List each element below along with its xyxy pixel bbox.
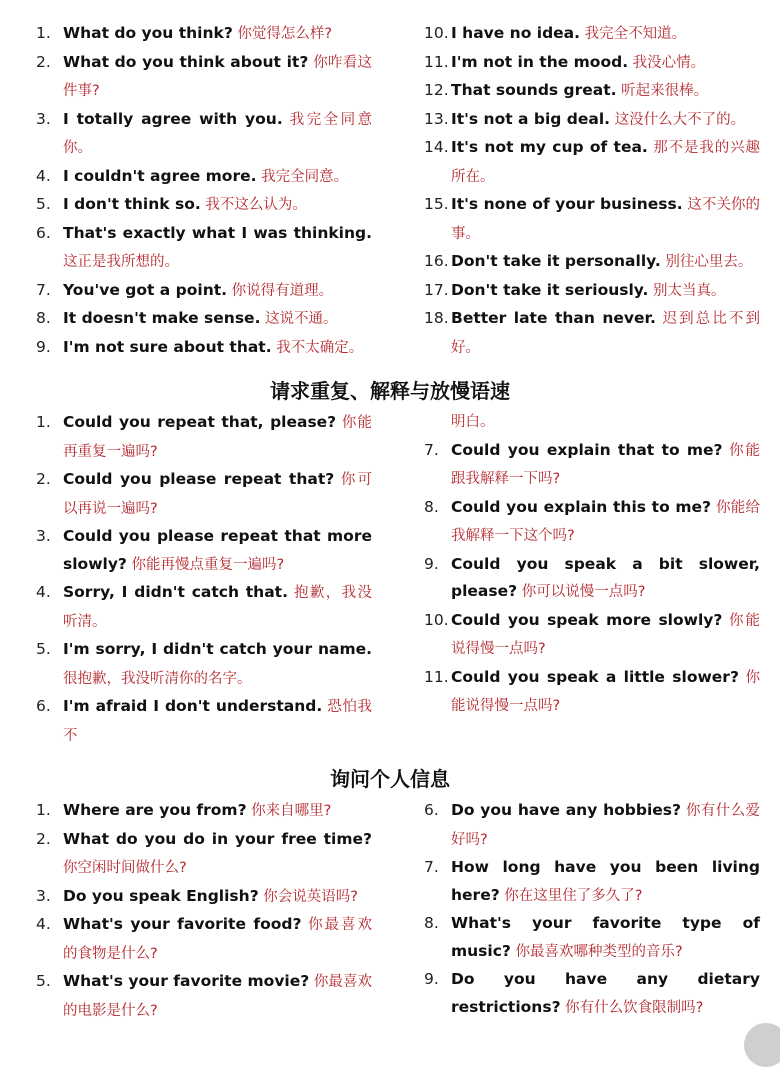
item-number: 11. [424, 52, 449, 71]
item-number: 9. [424, 970, 439, 988]
item-number: 7. [424, 440, 439, 459]
list-item [36, 797, 372, 826]
item-number: 4. [36, 166, 51, 185]
list-item [424, 551, 760, 607]
item-number: 6. [36, 223, 51, 242]
item-number: 11. [424, 667, 449, 686]
item-english: Could you speak a little slower? [451, 667, 739, 686]
list-item [424, 607, 760, 664]
item-english: What do you think? [63, 24, 233, 42]
item-number: 5. [36, 640, 51, 658]
section3-right-column [424, 797, 760, 1022]
item-number: 10. [424, 610, 449, 629]
item-number: 2. [36, 52, 51, 71]
item-english: Could you repeat that, please? [63, 413, 337, 431]
item-chinese: 你觉得怎么样? [232, 26, 333, 42]
section3-left-column [36, 797, 372, 1025]
item-chinese: 你能再慢点重复一遍吗? [126, 556, 285, 573]
item-number: 15. [424, 195, 449, 213]
item-chinese: 你最喜欢哪种类型的音乐? [510, 943, 683, 960]
item-english: Do you have any hobbies? [451, 801, 682, 819]
item-number: 4. [36, 915, 51, 933]
section1-right-column [424, 20, 760, 362]
list-item [424, 106, 760, 135]
item-english: Could you please repeat that more slowly? [63, 527, 372, 573]
item-english: How long have you been living here? [451, 858, 760, 904]
item-chinese: 你会说英语吗? [258, 888, 358, 905]
item-number: 8. [424, 497, 439, 516]
scroll-indicator[interactable] [744, 1023, 780, 1067]
item-chinese: 很抱歉，我没听清你的名字。 [63, 670, 252, 687]
item-english: I'm not in the mood. [451, 52, 629, 71]
item-english: It doesn't make sense. [63, 309, 261, 327]
list-item [36, 20, 372, 49]
item-number: 14. [424, 138, 449, 156]
list-item [424, 966, 760, 1022]
item-english: What do you think about it? [63, 52, 309, 71]
item-english: It's not my cup of tea. [451, 138, 648, 156]
list-item [36, 277, 372, 306]
item-english: Don't take it seriously. [451, 280, 649, 299]
item-number: 6. [424, 801, 439, 819]
item-english: Could you explain that to me? [451, 440, 723, 459]
item-english: Do you speak English? [63, 886, 259, 905]
list-item [424, 77, 760, 106]
item-number: 8. [424, 914, 439, 932]
item-chinese: 你有什么爱好吗? [451, 803, 760, 848]
item-english: I have no idea. [451, 24, 581, 42]
item-number: 5. [36, 972, 51, 990]
list-item [424, 437, 760, 494]
item-chinese: 我不这么认为。 [200, 197, 307, 213]
item-number: 9. [36, 337, 51, 356]
item-english: It's none of your business. [451, 195, 683, 213]
item-chinese: 你最喜欢的食物是什么? [63, 917, 372, 962]
list-item [36, 220, 372, 277]
item-chinese: 这说不通。 [260, 311, 338, 327]
item-chinese: 你能说得慢一点吗? [451, 669, 760, 714]
list-item [36, 334, 372, 363]
list-item [36, 826, 372, 883]
item-english: That's exactly what I was thinking. [63, 223, 372, 242]
item-english: I'm afraid I don't understand. [63, 697, 323, 715]
list-item [424, 664, 760, 721]
list-item [36, 883, 372, 912]
item-chinese: 我不太确定。 [271, 339, 364, 356]
item-number: 2. [36, 470, 51, 488]
section2-title: 请求重复、解释与放慢语速 [270, 379, 510, 403]
list-item [424, 910, 760, 966]
item-english: You've got a point. [63, 280, 228, 299]
item-number: 3. [36, 886, 51, 905]
list-item [36, 523, 372, 579]
item-english: What's your favorite type of music? [451, 914, 760, 960]
item-chinese: 你最喜欢的电影是什么? [63, 974, 372, 1019]
item-chinese: 你能再重复一遍吗? [63, 415, 372, 460]
item-number: 5. [36, 195, 51, 213]
item-number: 1. [36, 413, 51, 431]
item-chinese: 你来自哪里? [246, 803, 332, 819]
item-chinese: 你空闲时间做什么? [63, 860, 187, 876]
item-number: 7. [424, 858, 439, 876]
item-chinese: 你咋看这件事? [63, 54, 372, 99]
list-item [36, 49, 372, 106]
item-number: 3. [36, 527, 51, 545]
list-item [424, 277, 760, 306]
item-english: That sounds great. [451, 81, 617, 99]
item-english: Could you speak a bit slower, please? [451, 554, 760, 600]
item-english: Could you speak more slowly? [451, 610, 723, 629]
list-item [424, 305, 760, 362]
item-chinese: 这没什么大不了的。 [610, 111, 746, 128]
item-chinese: 那不是我的兴趣所在。 [451, 140, 761, 185]
item-chinese: 你可以说慢一点吗? [517, 584, 646, 600]
item-chinese: 抱歉，我没听清。 [63, 585, 373, 630]
list-item [36, 579, 372, 636]
section3-title: 询问个人信息 [330, 767, 450, 791]
item-english: Where are you from? [63, 801, 247, 819]
item-chinese: 你有什么饮食限制吗? [560, 999, 704, 1016]
item-english: I'm sorry, I didn't catch your name. [63, 640, 372, 658]
item-number: 1. [36, 24, 51, 42]
item-number: 18. [424, 309, 449, 327]
section2-right-column [424, 409, 760, 721]
list-item [36, 911, 372, 968]
item-english: Could you please repeat that? [63, 470, 335, 488]
item-number: 1. [36, 801, 51, 819]
list-item [424, 20, 760, 49]
item-number: 3. [36, 109, 51, 128]
list-item [36, 409, 372, 466]
item-number: 13. [424, 109, 449, 128]
section2-left-column [36, 409, 372, 750]
item-number: 17. [424, 280, 449, 299]
list-item [36, 163, 372, 192]
item-chinese: 听起来很棒。 [616, 83, 709, 99]
item-number: 16. [424, 252, 449, 270]
list-item [36, 106, 372, 163]
list-item [424, 854, 760, 910]
item-english: Don't take it personally. [451, 252, 661, 270]
item-chinese: 这正是我所想的。 [63, 254, 179, 270]
list-item [424, 248, 760, 277]
item-english: Could you explain this to me? [451, 497, 712, 516]
item-number: 4. [36, 583, 51, 601]
item-chinese: 你能说得慢一点吗? [451, 612, 761, 657]
list-item [424, 191, 760, 248]
item-chinese: 这不关你的事。 [451, 197, 761, 242]
list-item [36, 466, 372, 523]
item-english: It's not a big deal. [451, 109, 611, 128]
item-chinese: 你在这里住了多久了? [499, 887, 643, 904]
item-chinese: 你说得有道理。 [227, 282, 334, 299]
list-item [36, 693, 372, 750]
item-english: I couldn't agree more. [63, 166, 257, 185]
item-chinese: 恐怕我不 [63, 699, 372, 744]
item-chinese: 别往心里去。 [660, 254, 753, 270]
list-item [424, 494, 760, 551]
item-chinese: 你能给我解释一下这个吗? [451, 499, 761, 544]
item-chinese: 别太当真。 [648, 282, 726, 299]
item-english: What's your favorite food? [63, 915, 302, 933]
item-english: I'm not sure about that. [63, 337, 272, 356]
item-number: 6. [36, 697, 51, 715]
item-english: I don't think so. [63, 195, 201, 213]
list-item [424, 134, 760, 191]
section1-left-column [36, 20, 372, 362]
item-english: Do you have any dietary restrictions? [451, 970, 760, 1016]
item-english: Better late than never. [451, 309, 656, 327]
item-english: What's your favorite movie? [63, 972, 310, 990]
item-chinese: 你能跟我解释一下吗? [451, 442, 760, 487]
item-chinese-continuation: 明白。 [451, 414, 495, 430]
list-item [424, 797, 760, 854]
list-item [36, 636, 372, 693]
item-english: I totally agree with you. [63, 109, 283, 128]
list-item [36, 305, 372, 334]
item-english: What do you do in your free time? [63, 829, 372, 848]
item-english: Sorry, I didn't catch that. [63, 583, 288, 601]
list-item [36, 191, 372, 220]
item-chinese: 迟到总比不到好。 [451, 311, 761, 356]
item-number: 8. [36, 309, 51, 327]
item-chinese: 我完全同意。 [256, 168, 349, 185]
item-chinese: 我完全同意你。 [63, 111, 373, 156]
list-item [424, 49, 760, 78]
item-number: 2. [36, 829, 51, 848]
item-chinese: 你可以再说一遍吗? [63, 472, 372, 517]
item-chinese: 我完全不知道。 [580, 26, 687, 42]
list-item [36, 968, 372, 1025]
item-number: 9. [424, 554, 439, 573]
item-number: 10. [424, 24, 449, 42]
item-chinese: 我没心情。 [628, 54, 706, 71]
item-number: 12. [424, 81, 449, 99]
item-number: 7. [36, 280, 51, 299]
